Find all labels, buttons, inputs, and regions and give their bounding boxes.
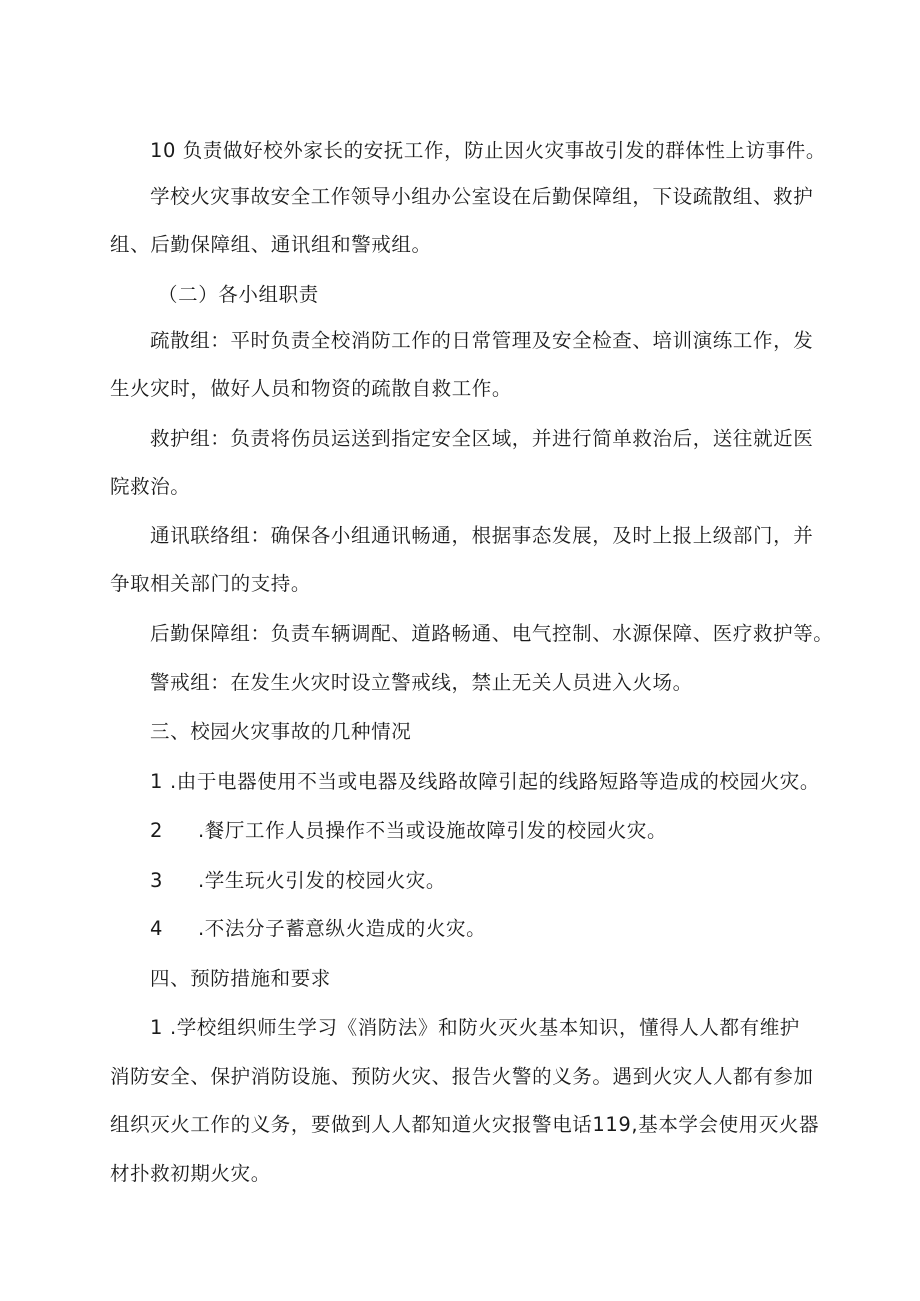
- list-item: [150, 866, 446, 896]
- paragraph-line: 组织灭火工作的义务，要做到人人都知道火灾报警电话119,基本学会使用灭火器: [110, 1113, 820, 1136]
- section-heading: 三、校园火灾事故的几种情况: [150, 720, 412, 743]
- paragraph-line: 生火灾时，做好人员和物资的疏散自救工作。: [110, 377, 513, 400]
- list-item-text: .不法分子蓄意纵火造成的火灾。: [198, 917, 487, 940]
- list-item: [150, 914, 486, 944]
- list-item-text: .学校组织师生学习《消防法》和防火灭火基本知识，懂得人人都有维护: [170, 1016, 800, 1039]
- paragraph-line: 争取相关部门的支持。: [110, 572, 312, 595]
- section-heading: 四、预防措施和要求: [150, 967, 331, 990]
- paragraph-line: 通讯联络组：确保各小组通讯畅通，根据事态发展，及时上报上级部门，并: [150, 524, 814, 547]
- list-item: [150, 816, 667, 846]
- paragraph-line: 学校火灾事故安全工作领导小组办公室设在后勤保障组，下设疏散组、救护: [150, 185, 814, 208]
- paragraph-line: 后勤保障组：负责车辆调配、道路畅通、电气控制、水源保障、医疗救护等。: [150, 622, 834, 645]
- list-item: [150, 767, 820, 797]
- paragraph-line: 10 负责做好校外家长的安抚工作，防止因火灾事故引发的群体性上访事件。: [150, 139, 827, 162]
- section-heading: （二）各小组职责: [158, 283, 319, 306]
- list-item-text: .学生玩火引发的校园火灾。: [198, 869, 446, 892]
- list-number: 1: [150, 1016, 164, 1039]
- paragraph-line: 组、后勤保障组、通讯组和警戒组。: [110, 233, 432, 256]
- paragraph-line: 疏散组：平时负责全校消防工作的日常管理及安全检查、培训演练工作，发: [150, 329, 814, 352]
- paragraph-line: 院救治。: [110, 475, 191, 498]
- paragraph-line: 材扑救初期火灾。: [110, 1162, 271, 1185]
- list-number: 1: [150, 770, 164, 793]
- list-number: 4: [150, 917, 164, 940]
- paragraph-line: 消防安全、保护消防设施、预防火灾、报告火警的义务。遇到火灾人人都有参加: [110, 1065, 814, 1088]
- paragraph-line: 警戒组：在发生火灾时设立警戒线，禁止无关人员进入火场。: [150, 671, 693, 694]
- paragraph-line: 救护组：负责将伤员运送到指定安全区域，并进行简单救治后，送往就近医: [150, 427, 814, 450]
- list-item: [150, 1013, 800, 1043]
- list-number: 2: [150, 819, 164, 842]
- list-number: 3: [150, 869, 164, 892]
- list-item-text: .餐厅工作人员操作不当或设施故障引发的校园火灾。: [198, 819, 668, 842]
- list-item-text: .由于电器使用不当或电器及线路故障引起的线路短路等造成的校园火灾。: [170, 770, 820, 793]
